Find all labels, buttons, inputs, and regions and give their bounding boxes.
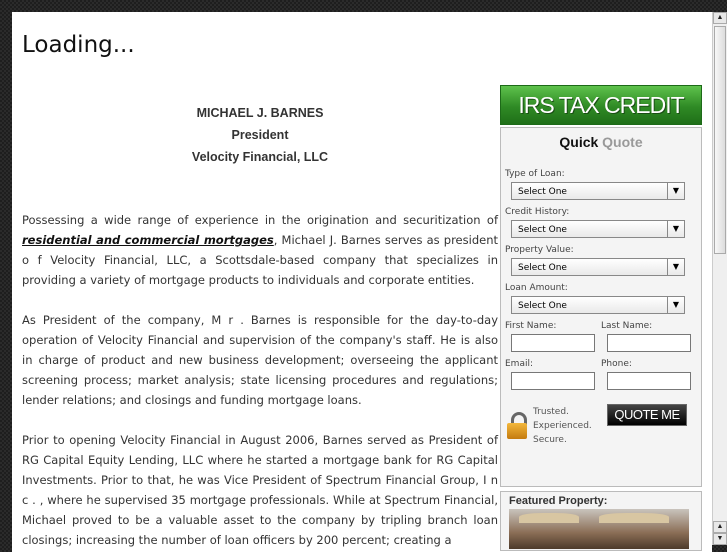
trust-text <box>533 405 592 447</box>
bio-article <box>22 102 498 552</box>
paragraph-text: Possessing a wide range of experience in the origination and securitization of <box>22 213 498 227</box>
padlock-icon <box>507 412 529 440</box>
bio-paragraph-1 <box>22 210 498 290</box>
trust-line-3: Secure. <box>533 435 567 445</box>
browser-window <box>12 12 712 552</box>
select-value: Select One <box>518 263 567 273</box>
trust-row <box>505 404 697 448</box>
bio-company: Velocity Financial, LLC <box>191 150 329 164</box>
featured-property-image[interactable] <box>509 509 689 549</box>
loan-type-label: Type of Loan: <box>505 169 565 179</box>
umbrella-shape <box>519 513 579 523</box>
phone-col <box>601 352 697 390</box>
scroll-up-icon[interactable]: ▲ <box>713 12 727 24</box>
first-name-input[interactable] <box>511 334 595 352</box>
quick-quote-form <box>500 127 702 487</box>
credit-history-label: Credit History: <box>505 207 570 217</box>
quote-me-button[interactable]: QUOTE ME <box>607 404 687 426</box>
email-label: Email: <box>505 359 534 369</box>
contact-row <box>505 352 697 390</box>
paragraph-text: , Michael J. Barnes serves as president o f Velocity Financial, LLC, a Scottsdale-based company that specializes in providing a variety of mortgage products to individuals and corporate entities. <box>22 233 498 287</box>
email-input[interactable] <box>511 372 595 390</box>
phone-input[interactable] <box>607 372 691 390</box>
chevron-down-icon: ▼ <box>667 221 684 237</box>
select-value: Select One <box>518 187 567 197</box>
last-name-label: Last Name: <box>601 321 653 331</box>
page-scrollbar[interactable] <box>712 12 727 545</box>
phone-label: Phone: <box>601 359 632 369</box>
credit-history-select[interactable] <box>511 220 685 238</box>
quick-quote-title <box>505 128 697 162</box>
property-value-select[interactable] <box>511 258 685 276</box>
irs-tax-credit-banner[interactable]: IRS TAX CREDIT <box>500 85 702 125</box>
scroll-down-icon[interactable]: ▼ <box>713 533 727 545</box>
scroll-up-icon[interactable]: ▲ <box>713 521 727 533</box>
featured-property-title: Featured Property: <box>509 495 608 507</box>
first-name-col <box>505 314 601 352</box>
featured-property <box>500 491 702 551</box>
bio-name: MICHAEL J. BARNES <box>196 106 324 120</box>
email-col <box>505 352 601 390</box>
sidebar <box>500 85 702 551</box>
trust-line-2: Experienced. <box>533 421 592 431</box>
name-row <box>505 314 697 352</box>
umbrella-shape <box>599 513 669 523</box>
chevron-down-icon: ▼ <box>667 297 684 313</box>
loan-amount-label: Loan Amount: <box>505 283 568 293</box>
loan-amount-select[interactable] <box>511 296 685 314</box>
bio-position: President <box>231 128 289 142</box>
chevron-down-icon: ▼ <box>667 259 684 275</box>
trust-line-1: Trusted. <box>533 407 569 417</box>
first-name-label: First Name: <box>505 321 557 331</box>
loan-type-select[interactable] <box>511 182 685 200</box>
select-value: Select One <box>518 301 567 311</box>
mortgages-link[interactable]: residential and commercial mortgages <box>22 233 274 247</box>
select-value: Select One <box>518 225 567 235</box>
bio-header <box>22 102 498 168</box>
scroll-thumb[interactable] <box>714 26 726 254</box>
page-title: Loading... <box>22 32 135 58</box>
last-name-col <box>601 314 697 352</box>
property-value-label: Property Value: <box>505 245 574 255</box>
bio-paragraph-2: As President of the company, M r . Barnes is responsible for the day-to-day operation of Velocity Financial and supervision of the company's staff. He is also in charge of product and new business development; overseeing the applicant screening process; market analysis; state licensing procedures and regulations; lender relations; and closings and funding mortgage loans. <box>22 313 498 407</box>
padlock-body <box>507 423 527 439</box>
bio-paragraph-3: Prior to opening Velocity Financial in August 2006, Barnes served as President of RG Capital Equity Lending, LLC where he started a mortgage bank for RG Capital Investments. Prior to that, he was Vice President of Spectrum Financial Group, I n c . , where he supervised 35 mortgage professionals. While at Spectrum Financial, Michael proved to be a valuable asset to the company by tripling branch loan closings; increasing the number of loan officers by 200 percent; creating a <box>22 433 498 547</box>
quote-title-light: Quote <box>602 134 643 150</box>
chevron-down-icon: ▼ <box>667 183 684 199</box>
last-name-input[interactable] <box>607 334 691 352</box>
quote-title-bold: Quick <box>559 134 599 150</box>
